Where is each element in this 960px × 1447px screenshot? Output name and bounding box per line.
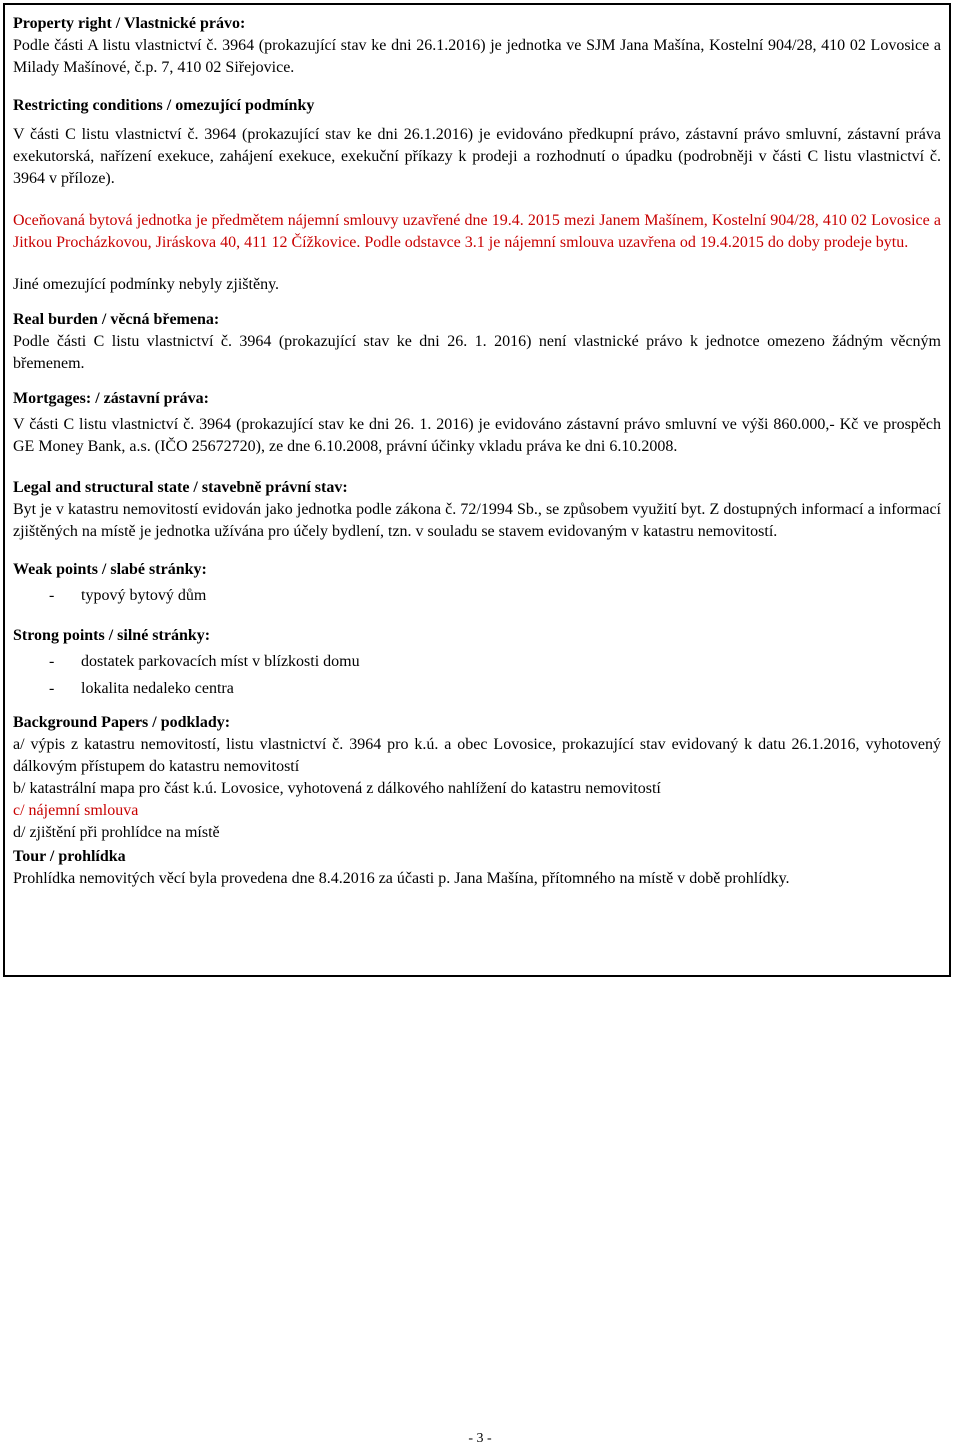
report-frame bbox=[3, 3, 951, 977]
tour-text: Prohlídka nemovitých věcí byla provedena dne 8.4.2016 za účasti p. Jana Mašína, přítomného na místě v době prohlídky. bbox=[13, 870, 790, 887]
strong-point-text: dostatek parkovacích míst v blízkosti domu bbox=[81, 653, 360, 670]
legal-state-text: Byt je v katastru nemovitostí evidován jako jednotka podle zákona č. 72/1994 Sb., se způsobem využití byt. Z dostupných informací a informací zjištěných na místě je jednotka užívána pro účely bydlení, tzn. v souladu se stavem evidovaným v katastru nemovitostí. bbox=[13, 501, 941, 540]
restricting-text: V části C listu vlastnictví č. 3964 (prokazující stav ke dni 26.1.2016) je evidováno předkupní právo, zástavní právo smluvní, zástavní práva exekutorská, nařízení exekuce, zahájení exekuce, exekuční příkazy k prodeji a rozhodnutí o úpadku (podrobněji v části C listu vlastnictví č. 3964 v příloze). bbox=[13, 126, 941, 187]
background-papers-list bbox=[13, 734, 941, 844]
paper-a: a/ výpis z katastru nemovitostí, listu vlastnictví č. 3964 pro k.ú. a obec Lovosice, prokazující stav evidovaný k datu 26.1.2016, vyhotovený dálkovým přístupem do katastru nemovitostí bbox=[13, 736, 941, 775]
tour-heading: Tour / prohlídka bbox=[13, 848, 126, 865]
strong-points-heading: Strong points / silné stránky: bbox=[13, 627, 211, 644]
mortgages-text: V části C listu vlastnictví č. 3964 (prokazující stav ke dni 26. 1. 2016) je evidováno zástavní právo smluvní ve výši 860.000,- Kč ve prospěch GE Money Bank, a.s. (IČO 25672720), ze dne 6.10.2008, právní účinky vkladu práva ke dni 6.10.2008. bbox=[13, 416, 941, 455]
property-right-text: Podle části A listu vlastnictví č. 3964 (prokazující stav ke dni 26.1.2016) je jednotka ve SJM Jana Mašína, Kostelní 904/28, 410 02 Lovosice a Milady Mašínové, č.p. 7, 410 02 Siřejovice. bbox=[13, 37, 941, 76]
paper-b: b/ katastrální mapa pro část k.ú. Lovosice, vyhotovená z dálkového nahlížení do katastru nemovitostí bbox=[13, 780, 661, 797]
strong-points-list bbox=[13, 651, 941, 700]
list-item bbox=[13, 678, 941, 700]
paper-d: d/ zjištění při prohlídce na místě bbox=[13, 824, 220, 841]
lease-note: Oceňovaná bytová jednotka je předmětem nájemní smlouvy uzavřené dne 19.4. 2015 mezi Janem Mašínem, Kostelní 904/28, 410 02 Lovosice a Jitkou Procházkovou, Jiráskova 40, 411 12 Čížkovice. Podle odstavce 3.1 je nájemní smlouva uzavřena od 19.4.2015 do doby prodeje bytu. bbox=[13, 212, 941, 251]
strong-point-text: lokalita nedaleko centra bbox=[81, 680, 234, 697]
page-number: - 3 - bbox=[468, 1431, 492, 1446]
real-burden-heading: Real burden / věcná břemena: bbox=[13, 311, 220, 328]
real-burden-text: Podle části C listu vlastnictví č. 3964 (prokazující stav ke dni 26. 1. 2016) není vlastnické právo k jednotce omezeno žádným věcným břemenem. bbox=[13, 333, 941, 372]
list-item bbox=[13, 585, 941, 607]
legal-state-heading: Legal and structural state / stavebně právní stav: bbox=[13, 479, 348, 496]
bullet-dash: - bbox=[49, 653, 55, 670]
no-other-restrictions: Jiné omezující podmínky nebyly zjištěny. bbox=[13, 276, 280, 293]
background-papers-heading: Background Papers / podklady: bbox=[13, 714, 231, 731]
paper-c: c/ nájemní smlouva bbox=[13, 802, 139, 819]
property-right-heading: Property right / Vlastnické právo: bbox=[13, 15, 246, 32]
bullet-dash: - bbox=[49, 680, 55, 697]
mortgages-heading: Mortgages: / zástavní práva: bbox=[13, 390, 209, 407]
weak-point-text: typový bytový dům bbox=[81, 587, 207, 604]
weak-points-list bbox=[13, 585, 941, 607]
weak-points-heading: Weak points / slabé stránky: bbox=[13, 561, 207, 578]
bullet-dash: - bbox=[49, 587, 55, 604]
list-item bbox=[13, 651, 941, 673]
restricting-heading: Restricting conditions / omezující podmínky bbox=[13, 97, 315, 114]
